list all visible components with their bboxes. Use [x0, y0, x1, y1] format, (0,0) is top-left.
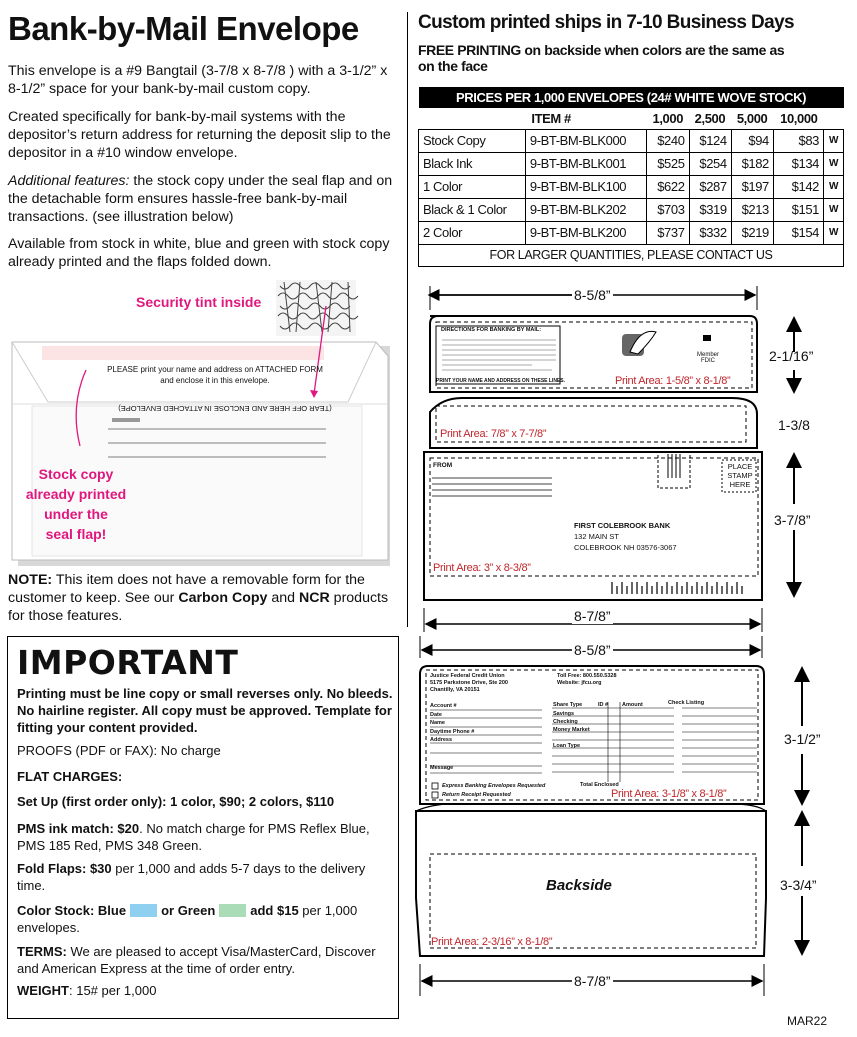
price-row: [419, 175, 844, 198]
front-print-area-2: Print Area: 7/8” x 7-7/8”: [440, 428, 547, 440]
price-1000: $240: [647, 129, 689, 152]
field-date: Date: [430, 711, 442, 718]
blue-swatch: [130, 904, 157, 917]
price-footer: FOR LARGER QUANTITIES, PLEASE CONTACT US: [419, 244, 844, 266]
front-member-fdic: Member FDIC: [696, 352, 719, 364]
price-5000: $219: [731, 221, 773, 244]
col-qty-1000: 1,000: [652, 110, 684, 126]
stamp-line-3: HERE: [729, 480, 751, 489]
row-name: Black & 1 Color: [419, 198, 526, 221]
envelope-instruction-line-1: PLEASE print your name and address on ATTACHED FORM: [107, 365, 323, 374]
back-form-fields: [430, 702, 474, 745]
page-title: Bank-by-Mail Envelope: [8, 10, 359, 47]
features-text: the stock copy under the seal flap and on the detachable form ensures hassle-free bank-by-mail transactions. (see illustration below): [8, 173, 393, 225]
price-footer-row: [419, 244, 844, 266]
checkbox-express-label: Express Banking Envelopes Requested: [442, 783, 546, 789]
stock-copy-line-2: already printed: [25, 486, 127, 502]
front-width-top: 8-5/8”: [574, 287, 611, 303]
cu-address: 5175 Parkstone Drive, Ste 200: [430, 680, 508, 686]
field-name: Name: [430, 720, 445, 726]
stock-copy-line-1: Stock copy: [38, 466, 114, 482]
bank-street: 132 MAIN ST: [574, 532, 620, 541]
price-10000: $83: [773, 129, 823, 152]
share-checking: Checking: [553, 719, 578, 725]
security-tint-swatch: [276, 280, 358, 336]
stamp-line-2: STAMP: [727, 471, 753, 480]
stock-color-code: W: [824, 198, 844, 221]
share-money-market: Money Market: [553, 727, 590, 733]
column-divider: [407, 12, 408, 627]
pms-line: [17, 820, 393, 854]
color-stock-line: [17, 902, 393, 936]
important-rules: Printing must be line copy or small reverses only. No bleeds. No hairline register. All copy must be approved. Template for fitting your content provided.: [17, 686, 393, 735]
cu-name: Justice Federal Credit Union: [430, 673, 505, 679]
price-1000: $622: [647, 175, 689, 198]
row-name: 1 Color: [419, 175, 526, 198]
back-height-top: 3-1/2”: [784, 731, 821, 747]
cu-website: Website: jfcu.org: [557, 680, 602, 686]
row-item-number: 9-BT-BM-BLK100: [525, 175, 647, 198]
price-row: [419, 152, 844, 175]
flat-charges-heading: FLAT CHARGES:: [17, 769, 123, 784]
front-height-top: 2-1/16”: [769, 348, 814, 364]
price-1000: $703: [647, 198, 689, 221]
row-name: 2 Color: [419, 221, 526, 244]
share-type-list: [553, 710, 590, 734]
backside-label: Backside: [546, 877, 612, 894]
back-width-bottom: 8-7/8”: [574, 973, 611, 989]
cu-tollfree: Toll Free: 800.550.5328: [557, 673, 617, 679]
setup-line: Set Up (first order only): 1 color, $90; 2 colors, $110: [17, 794, 335, 809]
back-contact: [557, 673, 617, 687]
front-directions: DIRECTIONS FOR BANKING BY MAIL:: [441, 327, 542, 333]
envelope-instruction: [70, 364, 360, 386]
intro-paragraph-4: Available from stock in white, blue and green with stock copy already printed and the flaps folded down.: [8, 236, 390, 270]
color-stock-label: Color Stock: Blue: [17, 903, 127, 918]
col-qty-5000: 5,000: [736, 110, 768, 126]
features-label: Additional features:: [8, 173, 130, 189]
front-height-body: 3-7/8”: [774, 512, 811, 528]
price-1000: $525: [647, 152, 689, 175]
front-envelope-diagram: [412, 282, 812, 634]
price-banner: PRICES PER 1,000 ENVELOPES (24# WHITE WOVE STOCK): [419, 87, 844, 108]
field-account: Account #: [430, 703, 457, 709]
weight-label: WEIGHT: [17, 983, 69, 998]
terms-label: TERMS:: [17, 944, 67, 959]
price-banner-row: [419, 87, 844, 108]
catalog-code: MAR22: [786, 1014, 827, 1028]
price-column-headers: [419, 108, 844, 129]
stock-color-code: W: [824, 175, 844, 198]
weight-line: [17, 982, 393, 999]
pms-label: PMS ink match: $20: [17, 821, 140, 836]
green-swatch: [219, 904, 246, 917]
add-fee: add $15: [250, 903, 299, 918]
front-stamp-box: [723, 462, 757, 489]
envelope-instruction-line-2: and enclose it in this envelope.: [160, 376, 270, 385]
check-listing-header: Check Listing: [668, 700, 705, 706]
front-print-area-3: Print Area: 3” x 8-3/8”: [433, 562, 531, 574]
price-row: [419, 221, 844, 244]
proofs-text: (PDF or FAX): No charge: [71, 743, 221, 758]
share-type-header: Share Type: [553, 702, 583, 708]
proofs-line: [17, 742, 393, 759]
front-width-bottom: 8-7/8”: [574, 608, 611, 624]
stamp-line-1: PLACE: [727, 462, 753, 471]
price-5000: $182: [731, 152, 773, 175]
price-2500: $254: [689, 152, 731, 175]
price-row: [419, 198, 844, 221]
intro-paragraph-3: [8, 172, 398, 226]
price-table: [418, 87, 844, 267]
front-bank-address: [574, 520, 677, 553]
weight-text: : 15# per 1,000: [69, 983, 157, 998]
row-name: Black Ink: [419, 152, 526, 175]
note-label: NOTE:: [8, 572, 53, 588]
field-message: Message: [430, 765, 454, 771]
price-5000: $213: [731, 198, 773, 221]
stock-copy-line-3: under the: [44, 506, 108, 522]
price-2500: $319: [689, 198, 731, 221]
free-printing-note: FREE PRINTING on backside when colors are the same as on the face: [418, 42, 785, 74]
intro-paragraph-2: Created specifically for bank-by-mail systems with the depositor’s return address for returning the deposit slip to the depositor in a #10 window envelope.: [8, 109, 391, 161]
terms-line: [17, 943, 393, 977]
front-print-area-1: Print Area: 1-5/8” x 8-1/8”: [615, 375, 731, 387]
or-green-label: or Green: [161, 903, 216, 918]
field-phone: Daytime Phone #: [430, 728, 475, 735]
front-from-label: FROM: [433, 462, 453, 469]
price-2500: $287: [689, 175, 731, 198]
important-title: IMPORTANT: [17, 643, 239, 682]
bank-name: FIRST COLEBROOK BANK: [574, 521, 671, 530]
row-item-number: 9-BT-BM-BLK200: [525, 221, 647, 244]
back-width-top: 8-5/8”: [574, 642, 611, 658]
row-item-number: 9-BT-BM-BLK001: [525, 152, 647, 175]
total-enclosed: Total Enclosed: [580, 782, 619, 788]
stock-color-code: W: [824, 221, 844, 244]
back-print-area-2: Print Area: 2-3/16” x 8-1/8”: [431, 936, 553, 948]
share-loan-type: Loan Type: [553, 743, 581, 749]
id-header: ID #: [598, 702, 609, 708]
shipping-headline: Custom printed ships in 7-10 Business Days: [418, 12, 795, 33]
proofs-label: PROOFS: [17, 743, 72, 758]
intro-paragraph-1: This envelope is a #9 Bangtail (3-7/8 x 8-7/8 ) with a 3-1/2” x 8-1/2” space for your bank-by-mail custom copy.: [8, 63, 388, 97]
security-tint-label: Security tint inside: [136, 294, 262, 310]
share-savings: Savings: [553, 711, 575, 717]
ncr-link[interactable]: NCR: [298, 590, 330, 606]
price-5000: $94: [731, 129, 773, 152]
note-text-1: This item does not have a removable form for the customer to keep. See our: [8, 572, 365, 606]
front-height-flap: 1-3/8: [778, 417, 810, 433]
fold-label: Fold Flaps: $30: [17, 861, 112, 876]
fold-text: per 1,000 and adds 5-7 days to the delivery time.: [17, 861, 366, 893]
color-stock-tail: per 1,000 envelopes.: [17, 903, 358, 935]
price-10000: $142: [773, 175, 823, 198]
price-10000: $151: [773, 198, 823, 221]
col-qty-10000: 10,000: [780, 110, 818, 126]
terms-text: We are pleased to accept Visa/MasterCard, Discover and American Express at the time of order entry.: [17, 944, 376, 976]
row-name: Stock Copy: [419, 129, 526, 152]
back-credit-union: [430, 673, 508, 694]
carbon-copy-link[interactable]: Carbon Copy: [178, 590, 268, 606]
back-height-bottom: 3-3/4”: [780, 877, 817, 893]
price-10000: $134: [773, 152, 823, 175]
field-address: Address: [430, 737, 453, 743]
stock-color-code: W: [824, 152, 844, 175]
front-print-line: PRINT YOUR NAME AND ADDRESS ON THESE LINES.: [436, 378, 565, 384]
price-row: [419, 129, 844, 152]
back-print-area-1: Print Area: 3-1/8” x 8-1/8”: [611, 788, 727, 800]
fold-line: [17, 860, 393, 894]
envelope-mirror-text: (TEAR OFF HERE AND ENCLOSE IN ATTACHED ENVELOPE): [118, 404, 332, 413]
note-and: and: [267, 590, 299, 606]
note-text-2: products for those features.: [8, 590, 389, 624]
stock-copy-line-4: seal flap!: [45, 526, 107, 542]
row-item-number: 9-BT-BM-BLK202: [525, 198, 647, 221]
checkbox-receipt-label: Return Receipt Requested: [442, 792, 511, 798]
stock-copy-callout: [14, 464, 138, 544]
row-item-number: 9-BT-BM-BLK000: [525, 129, 647, 152]
cu-city: Chantilly, VA 20151: [430, 687, 480, 693]
amount-header: Amount: [622, 702, 643, 708]
col-qty-2500: 2,500: [694, 110, 726, 126]
price-5000: $197: [731, 175, 773, 198]
pms-text: . No match charge for PMS Reflex Blue, PMS 185 Red, PMS 348 Green.: [17, 821, 370, 853]
bank-city: COLEBROOK NH 03576-3067: [574, 543, 677, 552]
note-paragraph: [8, 571, 398, 625]
price-2500: $124: [689, 129, 731, 152]
price-2500: $332: [689, 221, 731, 244]
col-item-header: ITEM #: [531, 110, 571, 126]
stock-color-code: W: [824, 129, 844, 152]
price-10000: $154: [773, 221, 823, 244]
price-1000: $737: [647, 221, 689, 244]
